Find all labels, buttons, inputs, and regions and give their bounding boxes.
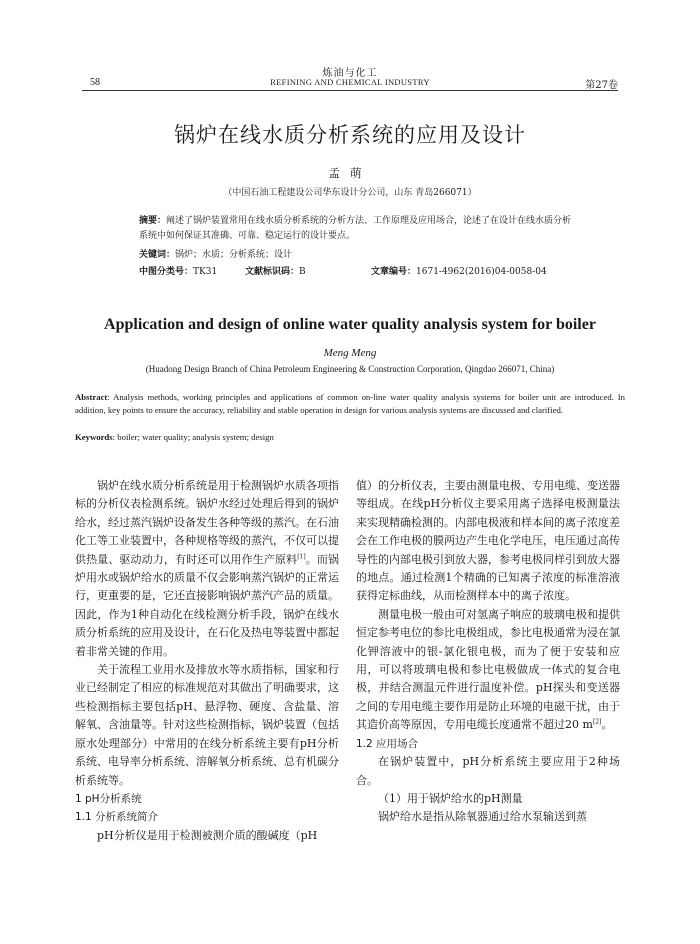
subsection-heading: 1.1 分析系统简介 [75, 811, 159, 824]
keywords-en-text: boiler; water quality; analysis system; design [117, 432, 274, 442]
header-rule [82, 90, 618, 91]
volume-number: 第27卷 [585, 80, 618, 91]
paper-title-cn: 锅炉在线水质分析系统的应用及设计 [174, 123, 526, 147]
author-cn: 孟萌 [328, 166, 372, 180]
paragraph: 锅炉给水是指从除氧器通过给水泵输送到蒸 [378, 810, 587, 824]
abstract-en-text: Analysis methods, working principles and applications of common on-line water quality analysis systems for boiler unit are introduced. In addition, key points to ensure the accuracy, reliability and stable operation in design for various analysis systems are discussed and clarified. [75, 392, 626, 415]
keywords-cn-text: 锅炉；水质；分析系统；设计 [175, 250, 293, 260]
body-column-right [356, 477, 620, 827]
abstract-cn [139, 214, 579, 244]
paragraph: 关于流程工业用水及排放水等水质指标，国家和行业已经制定了相应的标准规范对其做出了明确要求，这些检测指标主要包括pH、悬浮物、硬度、含盐量、溶解氧、含油量等。针对这些检测指标，锅炉装置（包括原水处理部分）中常用的在线分析系统主要有pH分析系统、电导率分析系统、溶解氧分析系统、总有机碳分析系统等。 [75, 663, 339, 787]
keywords-cn-label: 关键词： [139, 250, 176, 260]
abstract-en-label: Abstract [75, 392, 108, 402]
affiliation-en: (Huadong Design Branch of China Petroleum Engineering & Construction Corporation, Qingdao 266071, China) [145, 364, 555, 374]
paragraph: 在锅炉装置中，pH分析系统主要应用于2种场合。 [356, 755, 620, 787]
paragraph: 锅炉在线水质分析系统是用于检测锅炉水质各项指标的分析仪表检测系统。锅炉水经过处理后得到的锅炉给水，经过蒸汽锅炉设备发生各种等级的蒸汽。在石油化工等工业装置中，各种规格等级的蒸汽，不仅可以提供热量、驱动动力，有时还可以用作生产原料[1]。而锅炉用水或锅炉给水的质量不仅会影响蒸汽锅炉的正常运行，更重要的是，它还直接影响锅炉蒸汽产品的质量。因此，作为1种自动化在线检测分析手段，锅炉在线水质分析系统的应用及设计，在石化及热电等装置中都起着非常关键的作用。 [75, 479, 340, 658]
author-en: Meng Meng [323, 347, 377, 359]
paper-title-en: Application and design of online water quality analysis system for boiler [104, 316, 596, 333]
document-code: 文献标识码：B [245, 267, 306, 277]
abstract-cn-label: 摘要： [139, 216, 167, 226]
keywords-cn [139, 248, 579, 263]
keywords-en-label: Keywords [75, 432, 113, 442]
page-number: 58 [90, 77, 100, 88]
paragraph: 测量电极一般由可对氢离子响应的玻璃电极和提供恒定参考电位的参比电极组成，参比电极通常为浸在氯化钾溶液中的银-氯化银电极，而为了便于安装和应用，可以将玻璃电极和参比电极做成一体式的复合电极，并结合测温元件进行温度补偿。pH探头和变送器之间的专用电缆主要作用是防止环境的电磁干扰，由于其造价高等原因，专用电缆长度通常不超过20 m[2]。 [356, 607, 620, 732]
article-number: 文章编号：1671-4962(2016)04-0058-04 [371, 267, 547, 277]
list-item: （1）用于锅炉给水的pH测量 [378, 791, 523, 805]
citation-ref: [1] [297, 552, 306, 560]
paragraph: 值）的分析仪表，主要由测量电极、专用电缆、变送器等组成。在线pH分析仪主要采用离子选择电极测量法来实现精确检测的。内部电极液和样本间的离子浓度差会在工作电极的膜两边产生电化学电压，电压通过高传导性的内部电极引到放大器，参考电极同样引到放大器的地点。通过检测1个精确的已知离子浓度的标准溶液获得定标曲线，从而检测样本中的离子浓度。 [356, 479, 620, 603]
journal-title-en: REFINING AND CHEMICAL INDUSTRY [270, 77, 430, 87]
journal-title-cn: 炼油与化工 [322, 68, 378, 79]
clc-code: 中图分类号：TK31 [139, 267, 218, 277]
abstract-cn-text: 阐述了锅炉装置常用在线水质分析系统的分析方法、工作原理及应用场合，论述了在设计在线水质分析系统中如何保证其准确、可靠、稳定运行的设计要点。 [139, 216, 572, 241]
affiliation-cn: （中国石油工程建设公司华东设计分公司，山东 青岛266071） [223, 188, 477, 198]
paragraph: pH分析仪是用于检测被测介质的酸碱度（pH [97, 828, 318, 842]
citation-ref: [2] [592, 718, 602, 726]
keywords-en: Keywords: boiler; water quality; analysis system; design [75, 432, 274, 442]
body-column-left [75, 477, 339, 845]
section-heading: 1 pH分析系统 [75, 792, 142, 805]
subsection-heading: 1.2 应用场合 [356, 737, 419, 750]
abstract-en: Abstract: Analysis methods, working principles and applications of common on-line water quality analysis systems for boiler unit are introduced. In addition, key points to ensure the accuracy, reliability and stable operation in design for various analysis systems are discussed and clarified. [75, 392, 626, 415]
